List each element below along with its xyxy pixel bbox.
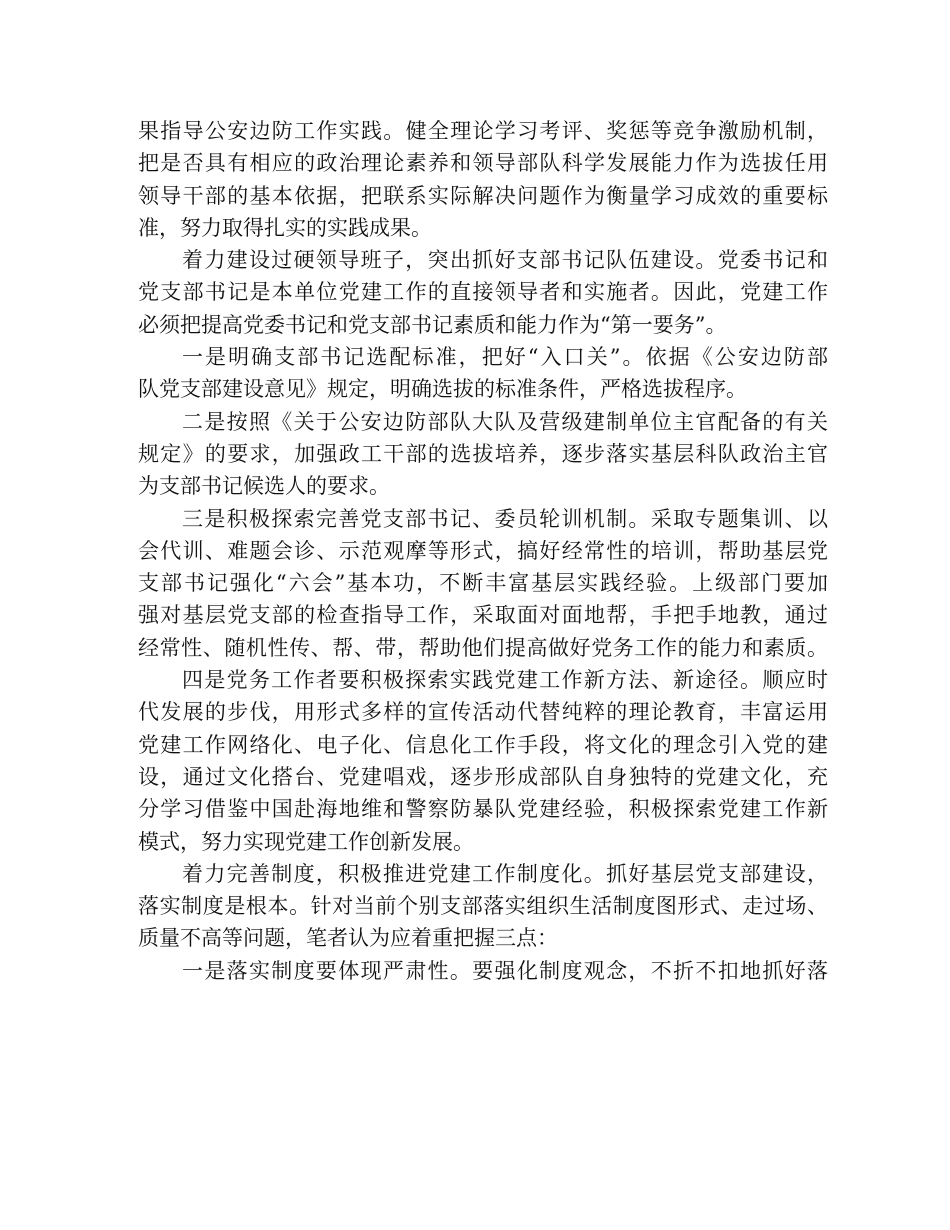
text-line: 准，努力取得扎实的实践成果。 [138, 215, 432, 240]
text-line: 党支部书记是本单位党建工作的直接领导者和实施者。因此，党建工作 [138, 280, 828, 305]
text-line: 为支部书记候选人的要求。 [138, 474, 390, 499]
paragraph-first-line: 着力建设过硬领导班子，突出抓好支部书记队伍建设。党委书记和 [182, 248, 828, 273]
text-line: 会代训、难题会诊、示范观摩等形式，搞好经常性的培训，帮助基层党 [138, 538, 828, 563]
text-line: 领导干部的基本依据，把联系实际解决问题作为衡量学习成效的重要标 [138, 183, 828, 208]
text-line: 支部书记强化“六会”基本功，不断丰富基层实践经验。上级部门要加 [138, 571, 828, 596]
text-line: 党建工作网络化、电子化、信息化工作手段，将文化的理念引入党的建 [138, 732, 828, 757]
text-line: 模式，努力实现党建工作创新发展。 [138, 829, 474, 854]
document-body-text [138, 115, 828, 987]
paragraph-first-line: 三是积极探索完善党支部书记、委员轮训机制。采取专题集训、以 [182, 506, 828, 531]
text-line: 质量不高等问题，笔者认为应着重把握三点： [138, 926, 558, 951]
paragraph-first-line: 一是明确支部书记选配标准，把好“入口关”。依据《公安边防部 [182, 345, 828, 370]
text-line: 分学习借鉴中国赴海地维和警察防暴队党建经验，积极探索党建工作新 [138, 797, 828, 822]
text-line: 果指导公安边防工作实践。健全理论学习考评、奖惩等竞争激励机制， [138, 119, 828, 143]
text-line: 必须把提高党委书记和党支部书记素质和能力作为“第一要务”。 [138, 312, 727, 337]
text-line: 代发展的步伐，用形式多样的宣传活动代替纯粹的理论教育，丰富运用 [138, 700, 828, 725]
text-line: 经常性、随机性传、帮、带，帮助他们提高做好党务工作的能力和素质。 [138, 635, 828, 660]
paragraph-first-line: 着力完善制度，积极推进党建工作制度化。抓好基层党支部建设， [182, 861, 828, 886]
text-line: 强对基层党支部的检查指导工作，采取面对面地帮，手把手地教，通过 [138, 603, 828, 628]
text-line: 设，通过文化搭台、党建唱戏，逐步形成部队自身独特的党建文化，充 [138, 764, 828, 789]
text-line: 规定》的要求，加强政工干部的选拔培养，逐步落实基层科队政治主官 [138, 441, 828, 466]
paragraph-first-line: 二是按照《关于公安边防部队大队及营级建制单位主官配备的有关 [182, 409, 828, 434]
paragraph-first-line: 四是党务工作者要积极探索实践党建工作新方法、新途径。顺应时 [182, 668, 828, 693]
text-line: 把是否具有相应的政治理论素养和领导部队科学发展能力作为选拔任用 [138, 151, 828, 176]
paragraph-first-line: 一是落实制度要体现严肃性。要强化制度观念，不折不扣地抓好落 [182, 958, 828, 983]
text-line: 队党支部建设意见》规定，明确选拔的标准条件，严格选拔程序。 [138, 377, 747, 402]
text-line: 落实制度是根本。针对当前个别支部落实组织生活制度图形式、走过场、 [138, 894, 828, 919]
